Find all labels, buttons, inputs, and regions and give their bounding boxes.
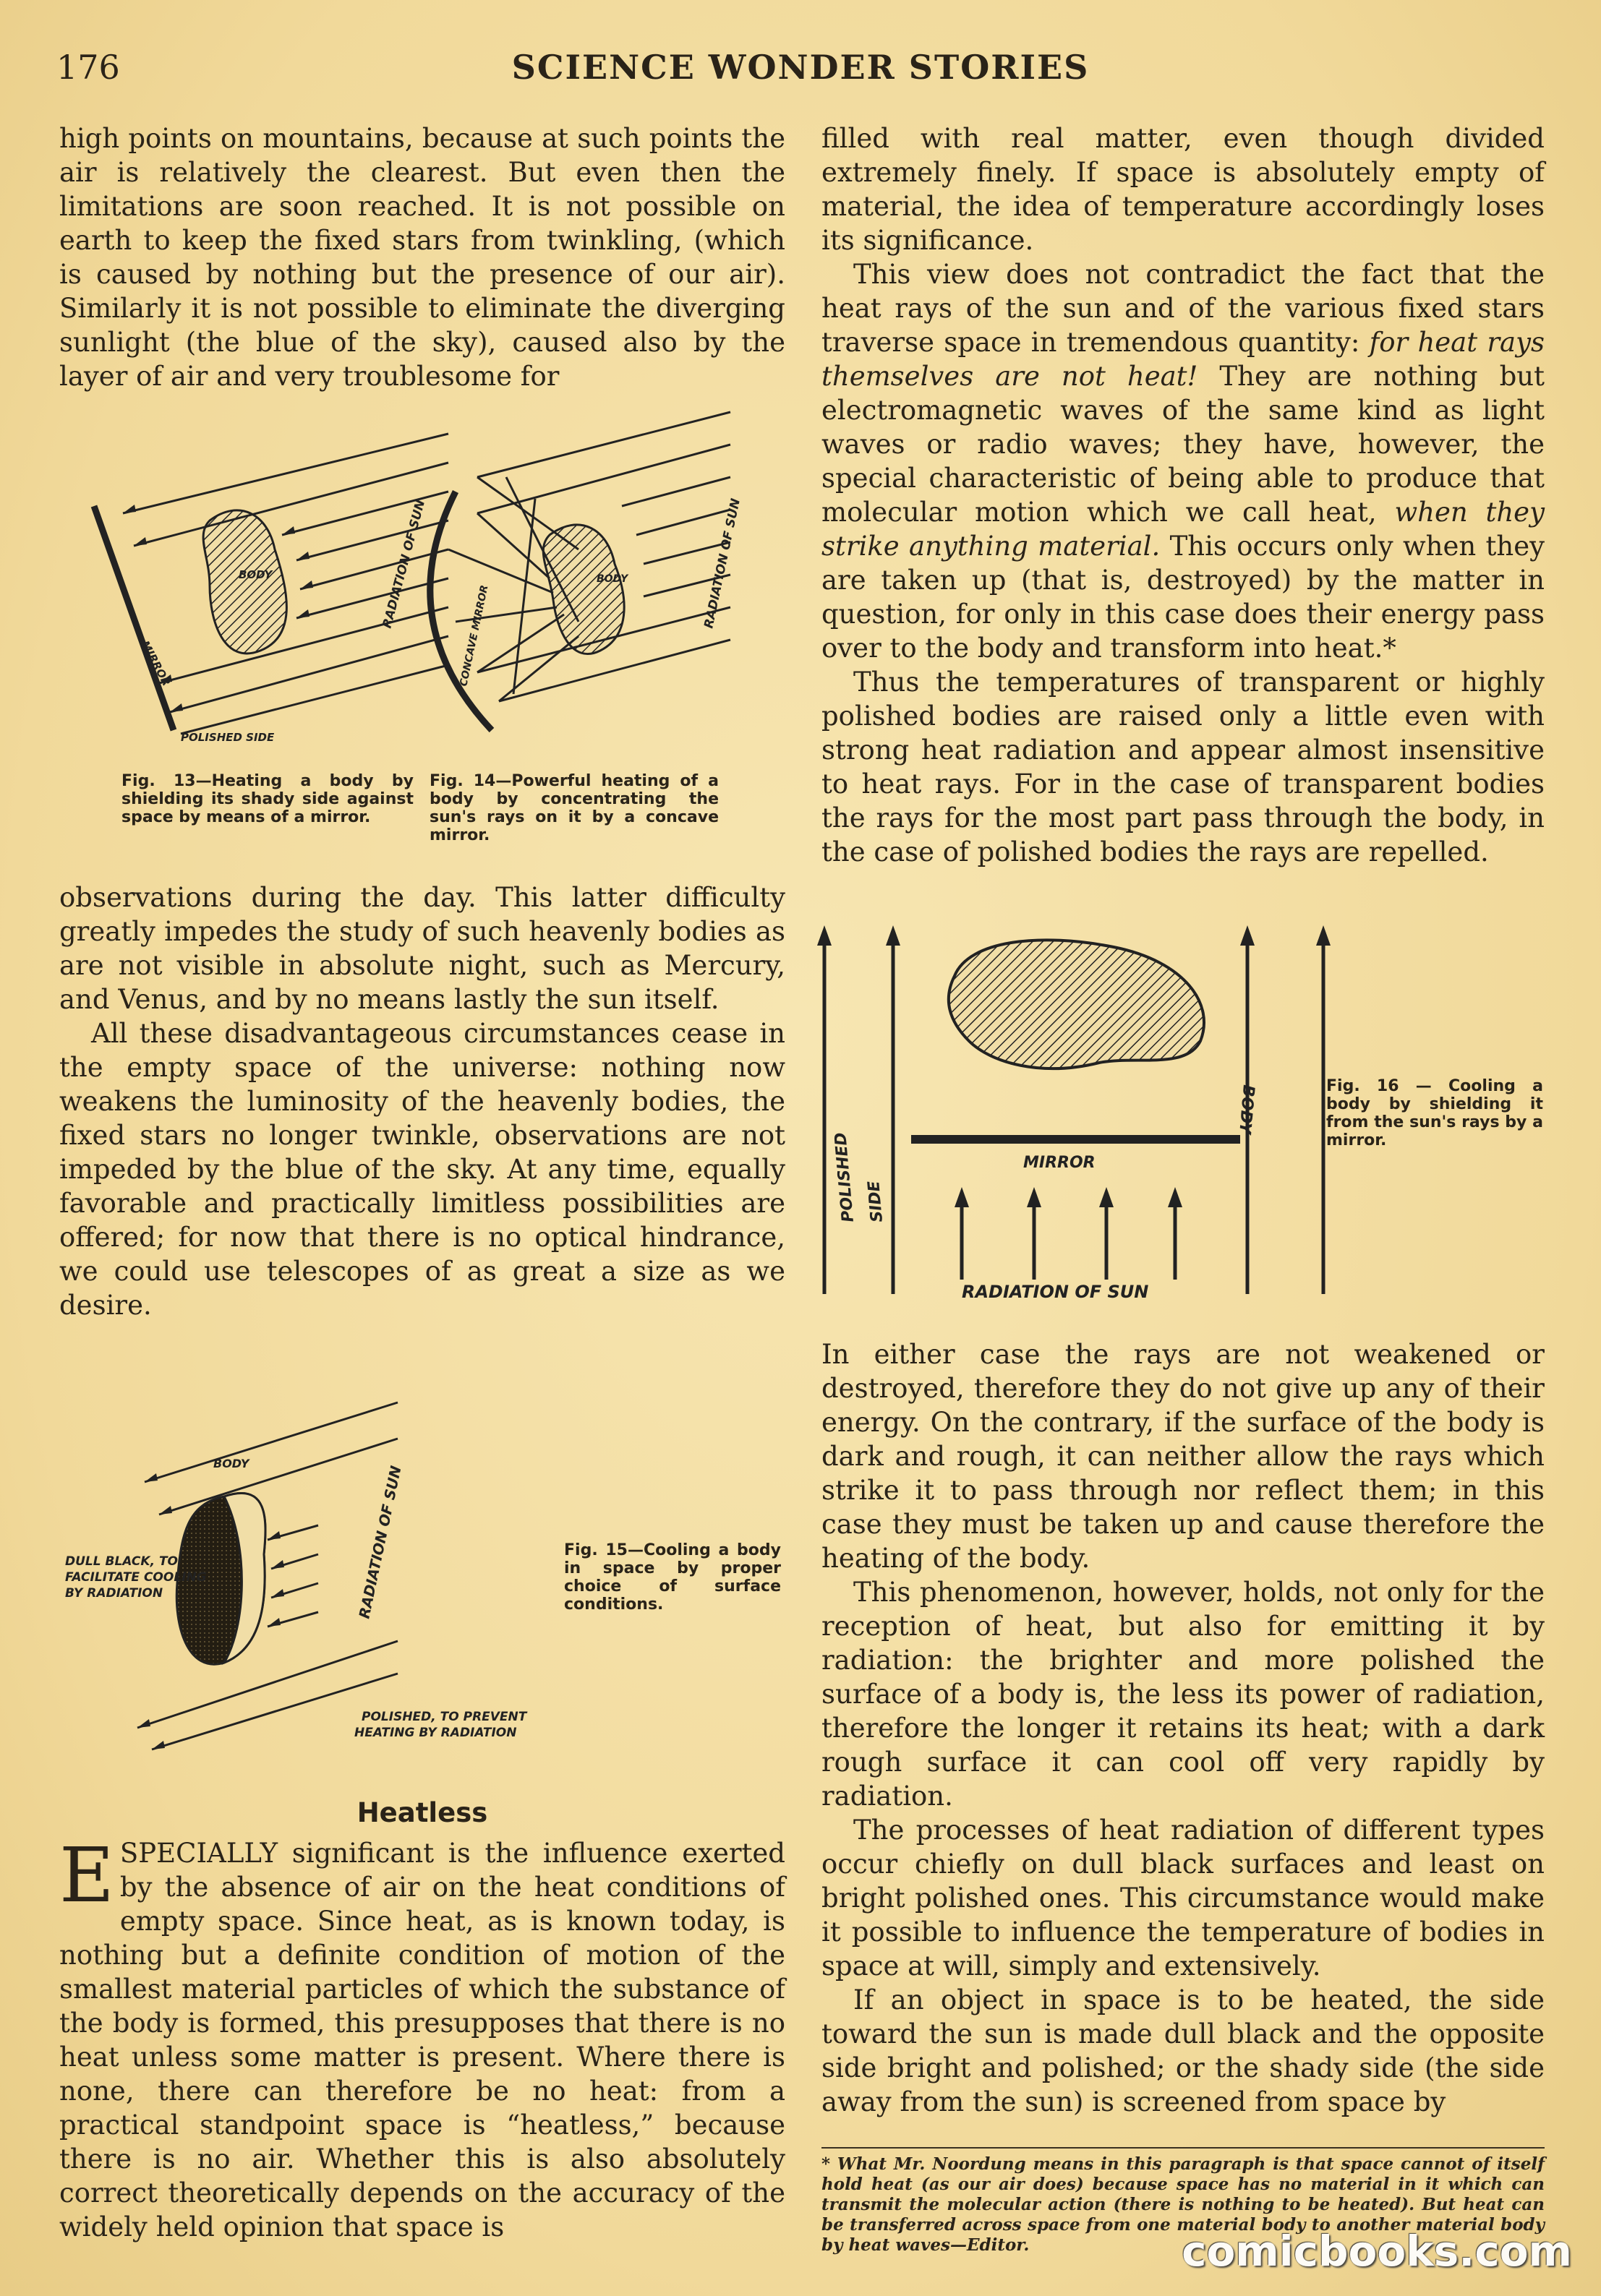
label-body: BODY: [239, 568, 273, 581]
paragraph: All these disadvantageous circumstances cease in the empty space of the universe: nothing now weakens the luminosity of the heavenly bodies, the fixed stars no longer twinkle, observations are not impeded by the blue of the sky. At any time, equally favorable and practically limitless possibilities are offered; for now that there is no optical hindrance, we could use telescopes of as great a size as we desire.: [59, 1018, 785, 1321]
label-body: BODY: [597, 573, 628, 585]
text-span: This occurs only when they are taken up (that is, destroyed) by the matter in question, for only in this case does their energy pass over to the body and transform into heat.*: [821, 531, 1545, 664]
label-concave-mirror: CONCAVE MIRROR: [458, 583, 491, 687]
label-radiation: RADIATION OF SUN: [701, 497, 743, 630]
flat-mirror: [94, 506, 174, 730]
paragraph: observations during the day. This latter difficulty greatly impedes the study of such heavenly bodies as are not visible in absolute night, such as Mercury, and Venus, and by no means lastly the sun itself.: [59, 882, 785, 1015]
label-mirror: MIRROR: [1023, 1154, 1096, 1172]
label-body: BODY: [1235, 1084, 1258, 1135]
editor-footnote: * What Mr. Noordung means in this paragraph is that space cannot of itself hold heat (as our air does) because space has no material in it which can transmit the molecular action (there is nothing to be heated). But heat can be transferred across space from one material body to another material body by heat waves—Editor.: [821, 2147, 1545, 2256]
label-dull-black: DULL BLACK, TO FACILITATE COOLING BY RADIATION: [65, 1554, 207, 1601]
paragraph: The processes of heat radiation of different types occur chiefly on dull black surfaces and least on bright polished ones. This circumstance would make it possible to influence the temperature of bodies in space at will, simply and extensively.: [821, 1815, 1545, 1982]
fig14-caption: Fig. 14—Powerful heating of a body by concentrating the sun's rays on it by a concave mirror.: [430, 772, 719, 844]
right-column-text-bottom: [821, 1337, 1545, 2119]
mirror-plate: [911, 1135, 1240, 1144]
label-polished-prevent: POLISHED, TO PREVENT HEATING BY RADIATION: [354, 1710, 527, 1740]
label-radiation: RADIATION OF SUN: [380, 498, 429, 630]
figure-13-14: [72, 405, 743, 744]
journal-title: SCIENCE WONDER STORIES: [511, 48, 1090, 87]
text-span: This view does not contradict the fact that the heat rays of the sun and of the various fixed stars traverse space in tremendous quantity:: [821, 259, 1545, 358]
paragraph: Thus the temperatures of transparent or highly polished bodies are raised only a little even with strong heat radiation and appear almost insensitive to heat rays. For in the case of transparent bodies the rays for the most part pass through the body, in the case of polished bodies the rays are repelled.: [821, 667, 1545, 868]
page-header: [0, 45, 1601, 95]
fig13-diagram: [94, 434, 448, 744]
paragraph: In either case the rays are not weakened or destroyed, therefore they do not give up any of their energy. On the contrary, if the surface of the body is dark and rough, it can neither allow the rays which strike it to pass through nor reflect them; in this case they must be taken up and cause therefore the heating of the body.: [821, 1339, 1545, 1574]
left-column-text-bottom: [59, 1831, 785, 2244]
figure-16: [810, 918, 1345, 1308]
watermark: comicbooks.com: [1182, 2227, 1572, 2276]
page-number: 176: [56, 48, 120, 87]
italic-span: for heat rays themselves are not heat!: [821, 327, 1545, 392]
label-radiation: RADIATION OF SUN: [962, 1282, 1149, 1302]
fig16-caption: Fig. 16 — Cooling a body by shielding it from the sun's rays by a mirror.: [1326, 1077, 1543, 1149]
label-polished-side: POLISHED SIDE: [181, 731, 275, 744]
fig15-caption: Fig. 15—Cooling a body in space by proper choice of surface conditions.: [564, 1541, 781, 1614]
paragraph: high points on mountains, because at such points the air is relatively the clearest. But even then the limitations are soon reached. It is not possible on earth to keep the fixed stars from twinkling, (which is caused by nothing but the presence of our air). Similarly it is not possible to eliminate the diverging sunlight (the blue of the sky), caused also by the layer of air and very troublesome for: [59, 123, 785, 392]
body-shape: [203, 510, 286, 654]
paragraph: filled with real matter, even though divided extremely finely. If space is absolutely empty of material, the idea of temperature accordingly loses its significance.: [821, 123, 1545, 256]
label-mirror: MIRROR: [138, 638, 174, 688]
label-side: SIDE: [865, 1180, 887, 1223]
paragraph: This phenomenon, however, holds, not only for the reception of heat, but also for emitting it by radiation: the brighter and more polished the surface of a body is, the less its power of radiation, therefore the longer it retains its heat; with a dark rough surface it can cool off very rapidly by radiation.: [821, 1577, 1545, 1812]
paragraph: [821, 257, 1545, 665]
body-shape: [949, 940, 1204, 1068]
text-span: They are nothing but electromagnetic waves of the same kind as light waves or radio waves; they have, however, the special characteristic of being able to produce that molecular motion which we call heat,: [821, 361, 1545, 528]
fig14-diagram: [430, 412, 743, 730]
paragraph-text: SPECIALLY significant is the influence exerted by the absence of air on the heat conditions of empty space. Since heat, as is known today, is nothing but a definite condition of motion of the smallest material particles of which the substance of the body is formed, this presupposes that there is no heat unless some matter is present. Where there is none, there can therefore be no heat: from a practical standpoint space is “heatless,” because there is no air. Whether this is also absolutely correct theoretically depends on the accuracy of the widely held opinion that space is: [59, 1838, 785, 2243]
right-column-text-top: [821, 121, 1545, 869]
label-body: BODY: [213, 1457, 249, 1470]
italic-span: when they strike anything material.: [821, 497, 1545, 562]
section-heading: Heatless: [357, 1797, 488, 1828]
body-shape: [543, 525, 624, 654]
fig13-caption: Fig. 13—Heating a body by shielding its shady side against space by means of a mirror.: [121, 772, 414, 826]
label-polished: POLISHED: [832, 1131, 858, 1223]
label-radiation: RADIATION OF SUN: [355, 1464, 405, 1621]
paragraph: If an object in space is to be heated, the side toward the sun is made dull black and the opposite side bright and polished; or the shady side (the side away from the sun) is screened from space by: [821, 1984, 1545, 2117]
paragraph: [59, 1831, 785, 2244]
drop-cap: E: [59, 1831, 114, 1919]
left-column-text-middle: [59, 881, 785, 1322]
left-column-text-top: [59, 121, 785, 393]
figure-15: [51, 1388, 557, 1764]
